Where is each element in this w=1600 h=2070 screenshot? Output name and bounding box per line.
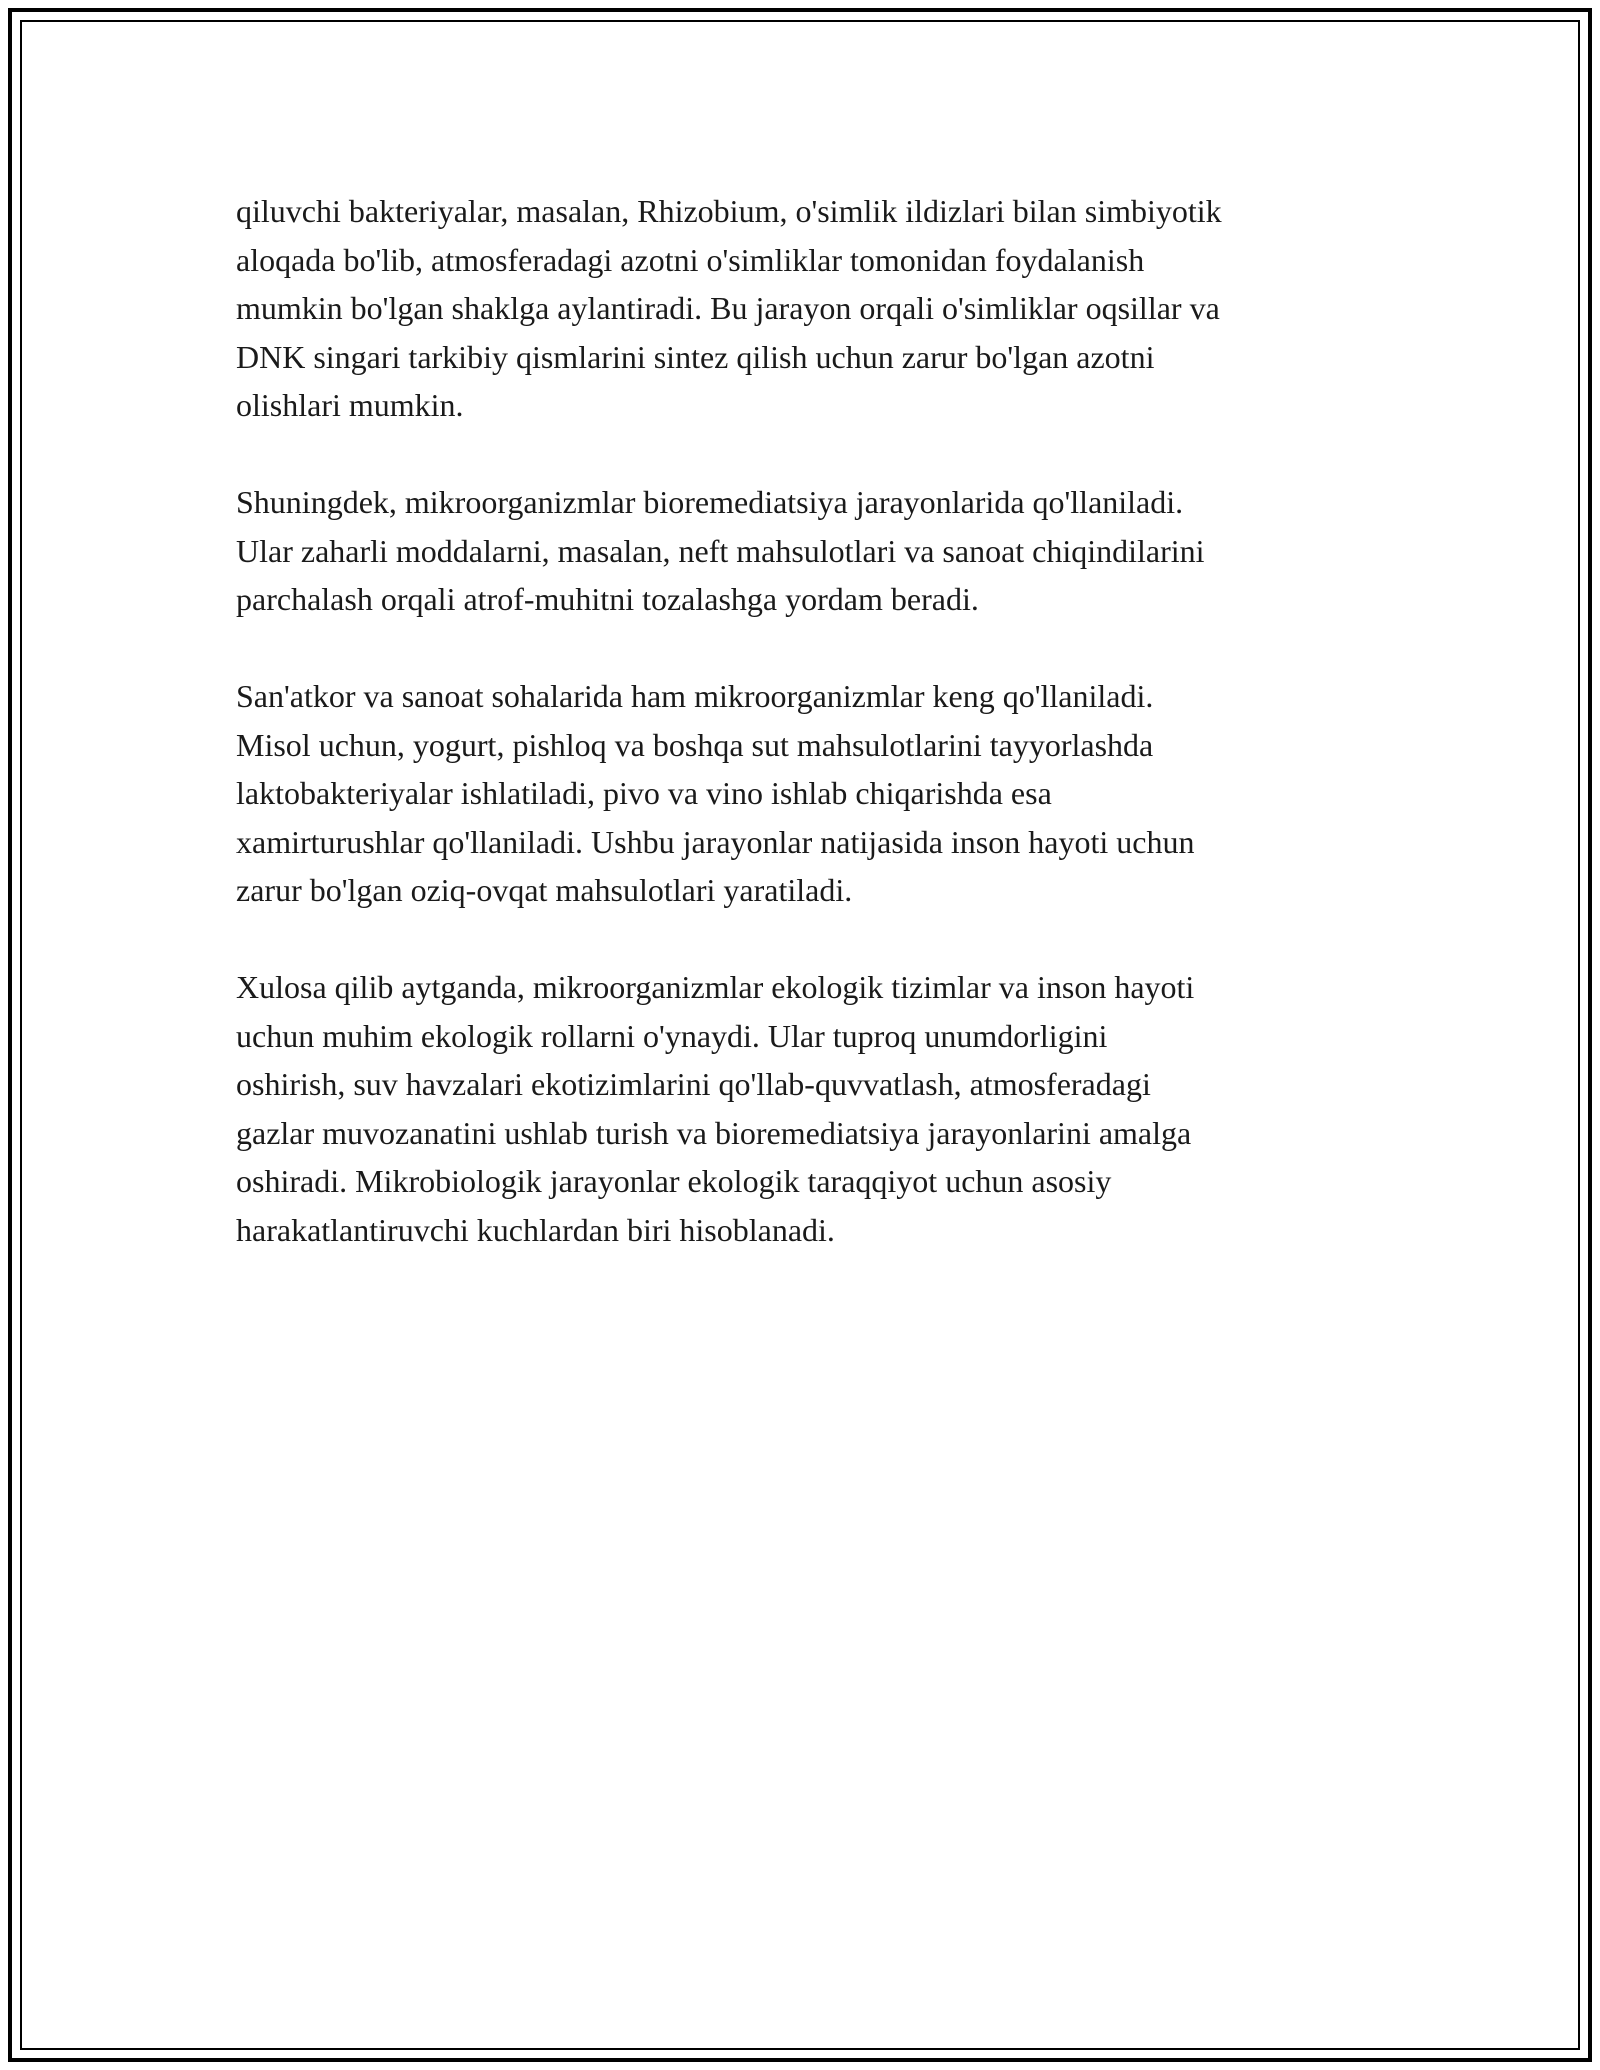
paragraph-conclusion xyxy=(236,963,1376,1254)
text-line: oshirish, suv havzalari ekotizimlarini qo'llab-quvvatlash, atmosferadagi xyxy=(236,1066,1151,1102)
text-line: harakatlantiruvchi kuchlardan biri hisoblanadi. xyxy=(236,1211,835,1248)
text-line: oshiradi. Mikrobiologik jarayonlar ekologik taraqqiyot uchun asosiy xyxy=(236,1163,1112,1199)
text-line: San'atkor va sanoat sohalarida ham mikroorganizmlar keng qo'llaniladi. xyxy=(236,678,1154,714)
text-line: parchalash orqali atrof-muhitni tozalashga yordam beradi. xyxy=(236,581,979,617)
paragraph-industry xyxy=(236,672,1376,915)
text-line: Ular zaharli moddalarni, masalan, neft mahsulotlari va sanoat chiqindilarini xyxy=(236,532,1205,569)
text-line: olishlari mumkin. xyxy=(236,387,464,423)
text-line: gazlar muvozanatini ushlab turish va bioremediatsiya jarayonlarini amalga xyxy=(236,1114,1192,1151)
text-line: qiluvchi bakteriyalar, masalan, Rhizobium, o'simlik ildizlari bilan simbiyotik xyxy=(236,193,1222,229)
text-line: Misol uchun, yogurt, pishloq va boshqa sut mahsulotlarini tayyorlashda xyxy=(236,726,1154,763)
text-line: uchun muhim ekologik rollarni o'ynaydi. Ular tuproq unumdorligini xyxy=(236,1017,1108,1054)
paragraph-nitrogen-fixation xyxy=(236,187,1376,430)
text-line: DNK singari tarkibiy qismlarini sintez qilish uchun zarur bo'lgan azotni xyxy=(236,338,1155,375)
text-line: aloqada bo'lib, atmosferadagi azotni o'simliklar tomonidan foydalanish xyxy=(236,241,1145,278)
text-line: xamirturushlar qo'llaniladi. Ushbu jarayonlar natijasida inson hayoti uchun xyxy=(236,823,1195,860)
text-line: Shuningdek, mikroorganizmlar bioremediatsiya jarayonlarida qo'llaniladi. xyxy=(236,484,1184,520)
text-line: laktobakteriyalar ishlatiladi, pivo va vino ishlab chiqarishda esa xyxy=(236,775,1052,811)
text-line: mumkin bo'lgan shaklga aylantiradi. Bu jarayon orqali o'simliklar oqsillar va xyxy=(236,290,1220,326)
document-body xyxy=(236,187,1376,1303)
text-line: Xulosa qilib aytganda, mikroorganizmlar ekologik tizimlar va inson hayoti xyxy=(236,969,1195,1005)
text-line: zarur bo'lgan oziq-ovqat mahsulotlari yaratiladi. xyxy=(236,872,853,908)
paragraph-bioremediation xyxy=(236,478,1376,624)
